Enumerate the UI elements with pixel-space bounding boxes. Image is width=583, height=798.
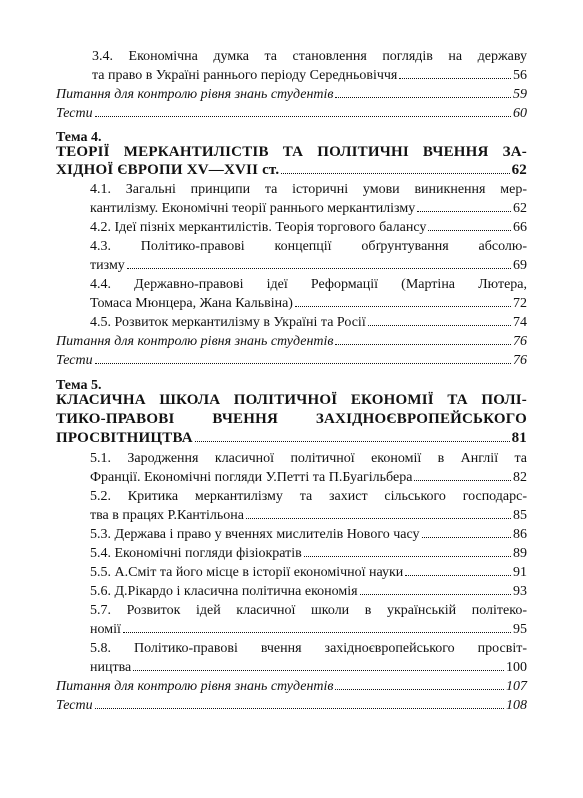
topic-label: Тема 5. [56,378,102,393]
page-ref: 76 [513,353,527,368]
toc-entry-questions: Питання для контролю рівня знань студентів 107 [56,679,527,694]
toc-entry-questions: Питання для контролю рівня знань студентів 76 [56,334,527,349]
page-ref: 81 [511,430,527,446]
page-ref: 107 [506,679,527,694]
toc-entry-5-4: 5.4. Економічні погляди фізіократів 89 [90,546,527,561]
toc-entry-5-1: Франції. Економічні погляди У.Петті та П.Буагільбера 82 [90,470,527,485]
toc-entry-5-2-line: 5.2. Критика меркантилізму та захист сільського господарс- [90,489,527,504]
topic-label: Тема 4. [56,130,102,145]
page-ref: 56 [513,68,527,83]
topic-title: ПРОСВІТНИЦТВА 81 [56,430,527,446]
toc-entry-5-8: ництва 100 [90,660,527,675]
toc-entry-4-4: Томаса Мюнцера, Жана Кальвіна) 72 [90,296,527,311]
toc-entry-4-3: тизму 69 [90,258,527,273]
page-ref: 62 [513,201,527,216]
toc-entry-5-3: 5.3. Держава і право у вченнях мислителів Нового часу 86 [90,527,527,542]
topic-title-line: ТИКО-ПРАВОВІ ВЧЕННЯ ЗАХІДНОЄВРОПЕЙСЬКОГО [56,411,527,427]
toc-entry-4-2: 4.2. Ідеї пізніх меркантилістів. Теорія торгового балансу 66 [90,220,527,235]
page-ref: 76 [513,334,527,349]
toc-entry-4-1-line: 4.1. Загальні принципи та історичні умови виникнення мер- [90,182,527,197]
toc-entry-questions: Питання для контролю рівня знань студентів 59 [56,87,527,102]
page-ref: 91 [513,565,527,580]
topic-title-line: КЛАСИЧНА ШКОЛА ПОЛІТИЧНОЇ ЕКОНОМІЇ ТА ПОЛІ- [56,392,527,408]
page-ref: 108 [506,698,527,713]
toc-entry-5-7-line: 5.7. Розвиток ідей класичної школи в українській політеко- [90,603,527,618]
toc-entry-4-4-line: 4.4. Державно-правові ідеї Реформації (Мартіна Лютера, [90,277,527,292]
page-ref: 60 [513,106,527,121]
page-ref: 59 [513,87,527,102]
page-ref: 93 [513,584,527,599]
toc-entry-4-3-line: 4.3. Політико-правові концепції обґрунтування абсолю- [90,239,527,254]
toc-entry-4-1: кантилізму. Економічні теорії раннього меркантилізму 62 [90,201,527,216]
toc-entry-5-2: тва в працях Р.Кантільона 85 [90,508,527,523]
toc-entry-5-5: 5.5. А.Сміт та його місце в історії економічної науки 91 [90,565,527,580]
page-ref: 69 [513,258,527,273]
page-ref: 100 [506,660,527,675]
page-ref: 89 [513,546,527,561]
toc-entry-5-7: номії 95 [90,622,527,637]
topic-title-line: ТЕОРІЇ МЕРКАНТИЛІСТІВ ТА ПОЛІТИЧНІ ВЧЕННЯ ЗА- [56,144,527,160]
page-ref: 74 [513,315,527,330]
page-ref: 85 [513,508,527,523]
toc-entry-3-4: та право в Україні раннього періоду Середньовіччя 56 [92,68,527,83]
entry-3-4-line: 3.4. Економічна думка та становлення поглядів на державу [92,49,527,64]
page-ref: 82 [513,470,527,485]
toc-entry-tests: Тести 60 [56,106,527,121]
page-ref: 62 [511,162,527,178]
toc-entry-5-1-line: 5.1. Зародження класичної політичної економії в Англії та [90,451,527,466]
page-ref: 86 [513,527,527,542]
toc-entry-4-5: 4.5. Розвиток меркантилізму в Україні та Росії 74 [90,315,527,330]
page-ref: 95 [513,622,527,637]
toc-entry-5-6: 5.6. Д.Рікардо і класична політична економія 93 [90,584,527,599]
toc-entry-5-8-line: 5.8. Політико-правові вчення західноєвропейського просвіт- [90,641,527,656]
toc-entry-tests: Тести 76 [56,353,527,368]
topic-title: ХІДНОЇ ЄВРОПИ XV—XVII ст. 62 [56,162,527,178]
page-ref: 72 [513,296,527,311]
page-ref: 66 [513,220,527,235]
toc-entry-tests: Тести 108 [56,698,527,713]
